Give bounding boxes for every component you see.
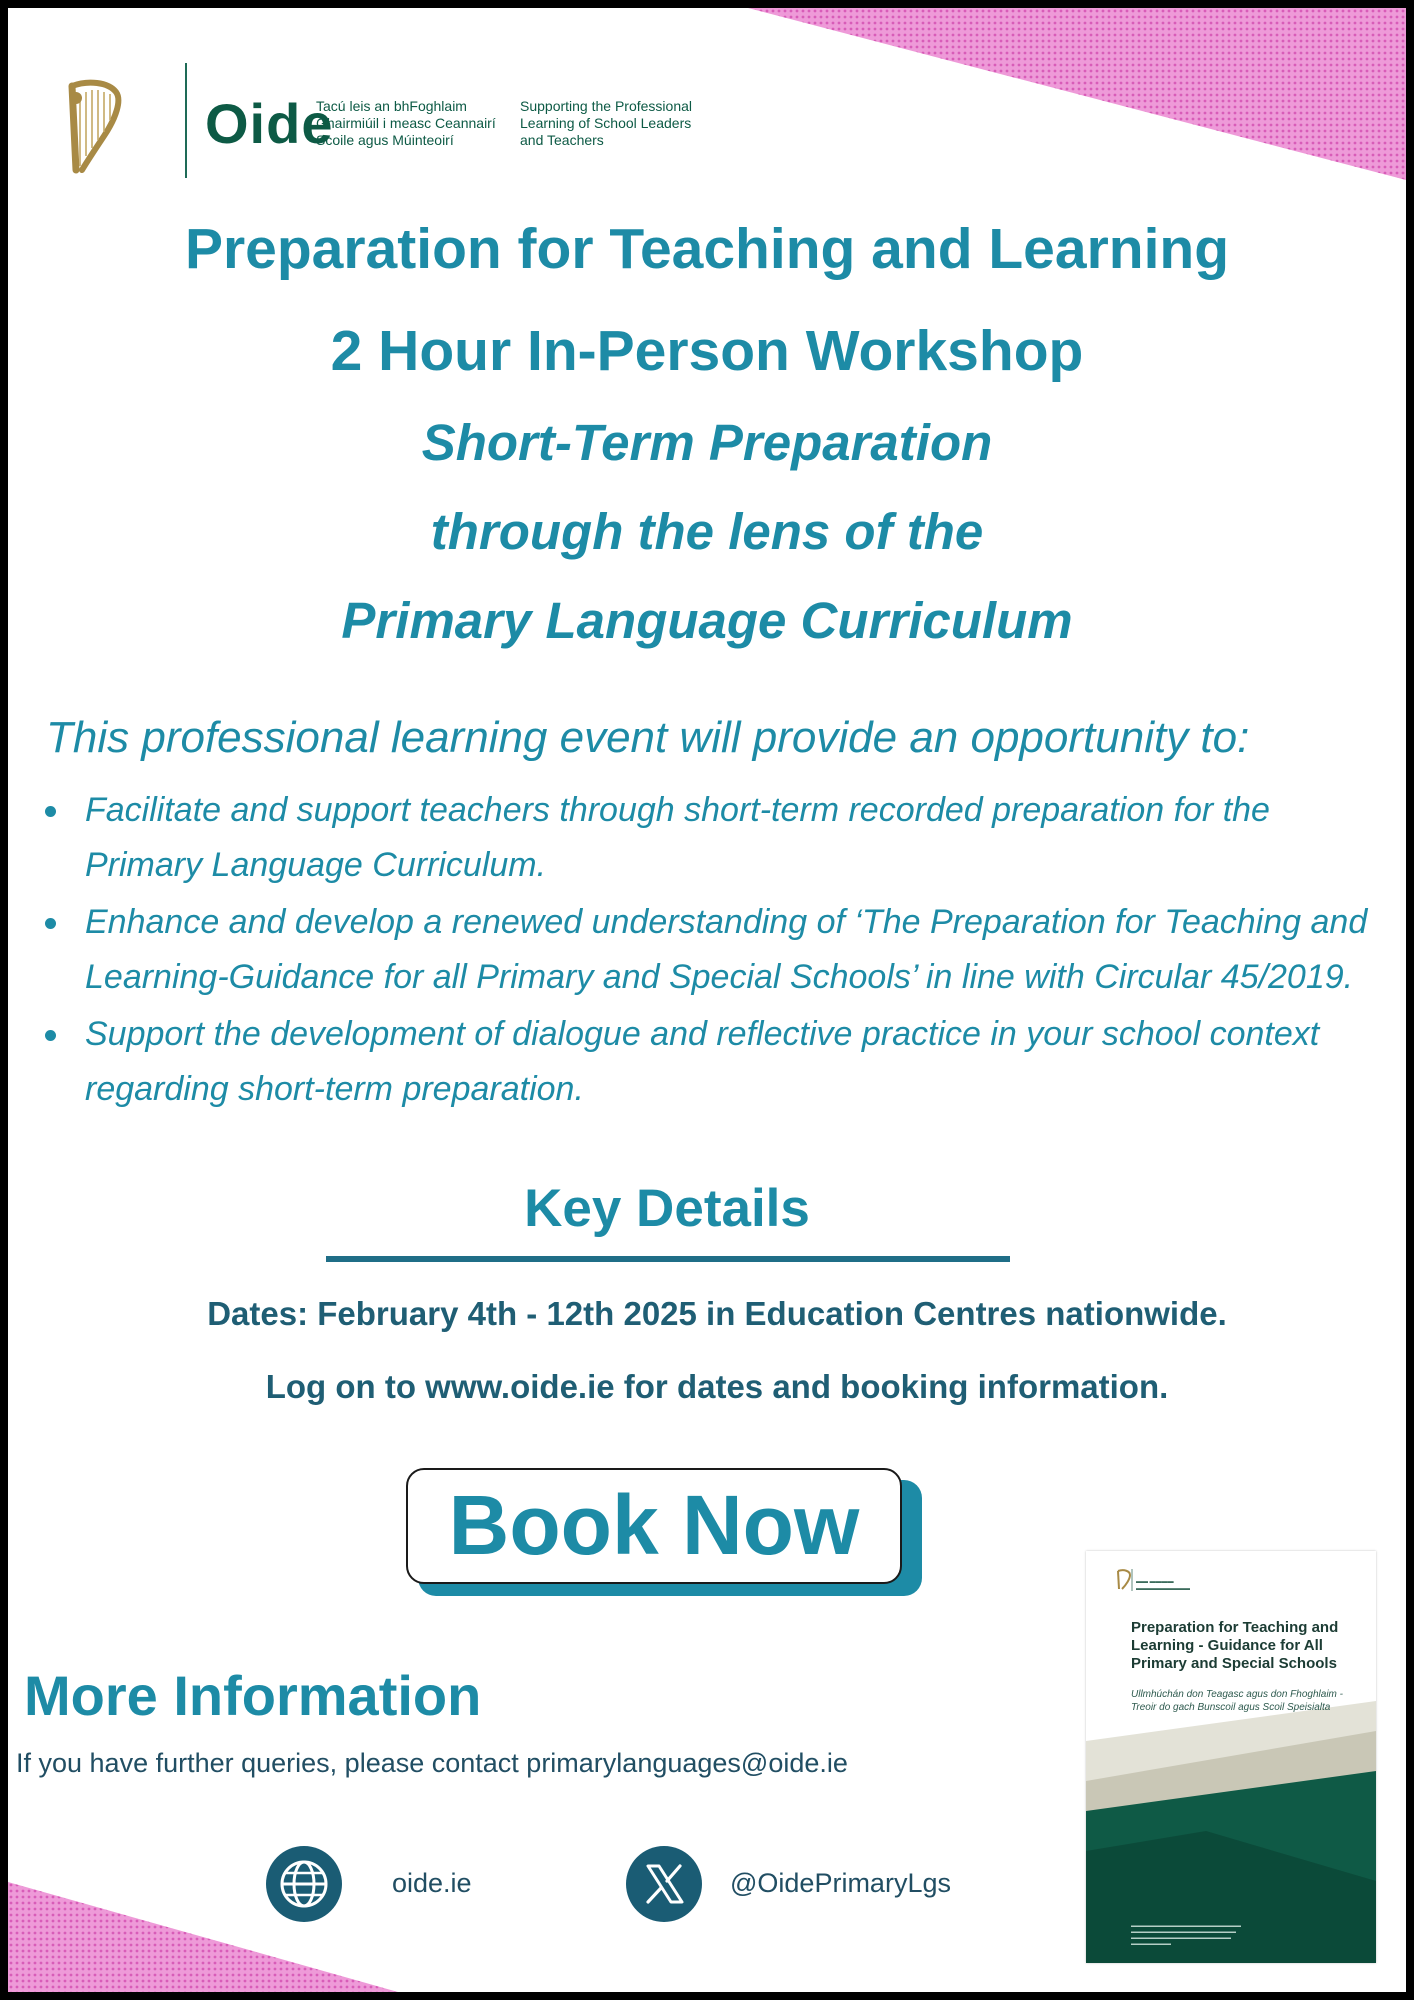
objectives-list bbox=[33, 783, 1378, 1119]
corner-pattern-bottom-left bbox=[8, 1882, 408, 1992]
bullet-dot bbox=[45, 1030, 56, 1041]
book-now-button[interactable]: Book Now bbox=[406, 1468, 902, 1584]
more-information-heading: More Information bbox=[24, 1664, 482, 1727]
booklet-footer-text: ▬▬▬▬▬▬▬▬▬▬▬▬▬▬▬▬▬▬▬▬▬▬ ▬▬▬▬▬▬▬▬▬▬▬▬▬▬▬▬▬▬▬▬▬ ▬▬▬▬▬▬▬▬▬▬▬▬▬▬▬▬▬▬▬▬ ▬▬▬▬▬▬▬▬ bbox=[1131, 1923, 1241, 1947]
list-item bbox=[33, 1007, 1378, 1117]
objective-text: Support the development of dialogue and reflective practice in your school context regarding short-term preparation. bbox=[85, 1015, 1320, 1108]
tagline-irish-line: Tacú leis an bhFoghlaim bbox=[316, 98, 467, 114]
booklet-title: Preparation for Teaching and Learning - Guidance for All Primary and Special Schools bbox=[1131, 1619, 1339, 1672]
key-details-divider bbox=[326, 1256, 1010, 1262]
booklet-brand-mark: ▬▬ ▬▬▬▬ ▬▬▬▬▬▬▬▬▬ bbox=[1136, 1579, 1190, 1592]
x-logo-icon[interactable] bbox=[626, 1846, 702, 1922]
contact-text: If you have further queries, please contact primarylanguages@oide.ie bbox=[16, 1748, 848, 1778]
tagline-english-line: Supporting the Professional bbox=[520, 98, 692, 114]
tagline-irish-line: Ghairmiúil i measc Ceannairí bbox=[316, 115, 496, 131]
globe-icon[interactable] bbox=[266, 1846, 342, 1922]
booklet-subtitle: Ullmhúchán don Teagasc agus don Fhoghlaim - Treoir do gach Bunscoil agus Scoil Speisialta bbox=[1131, 1689, 1343, 1713]
dates-text: Dates: February 4th - 12th 2025 in Education Centres nationwide. bbox=[207, 1295, 1227, 1332]
intro-text: This professional learning event will provide an opportunity to: bbox=[46, 713, 1250, 762]
tagline-english-line: and Teachers bbox=[520, 132, 604, 148]
subtitle-line-3: Primary Language Curriculum bbox=[341, 592, 1073, 649]
tagline-irish bbox=[316, 98, 496, 149]
subtitle-line-2: through the lens of the bbox=[430, 503, 984, 560]
list-item bbox=[33, 895, 1378, 1005]
x-handle-link[interactable]: @OidePrimaryLgs bbox=[730, 1868, 951, 1898]
objective-text: Facilitate and support teachers through short-term recorded preparation for the Primary Language Curriculum. bbox=[85, 791, 1270, 884]
bullet-dot bbox=[45, 806, 56, 817]
tagline-english bbox=[520, 98, 692, 149]
bullet-dot bbox=[45, 918, 56, 929]
booklet-cover-artwork bbox=[1086, 1551, 1376, 1963]
oide-logo bbox=[58, 63, 758, 183]
brand-name: Oide bbox=[205, 92, 334, 155]
key-details-heading: Key Details bbox=[524, 1179, 810, 1238]
list-item bbox=[33, 783, 1378, 893]
poster bbox=[8, 8, 1406, 1992]
logo-divider bbox=[185, 63, 187, 178]
page-title: Preparation for Teaching and Learning bbox=[184, 217, 1230, 281]
booking-text: Log on to www.oide.ie for dates and booking information. bbox=[265, 1368, 1169, 1405]
website-link[interactable]: oide.ie bbox=[392, 1868, 472, 1898]
workshop-format: 2 Hour In-Person Workshop bbox=[330, 319, 1084, 383]
tagline-irish-line: Scoile agus Múinteoirí bbox=[316, 132, 454, 148]
subtitle-line-1: Short-Term Preparation bbox=[421, 414, 993, 471]
guidance-booklet-cover bbox=[1086, 1551, 1376, 1963]
tagline-english-line: Learning of School Leaders bbox=[520, 115, 692, 131]
objective-text: Enhance and develop a renewed understanding of ‘The Preparation for Teaching and Learning-Guidance for all Primary and Special Schools’ in line with Circular 45/2019. bbox=[85, 903, 1368, 996]
harp-icon bbox=[58, 78, 128, 178]
